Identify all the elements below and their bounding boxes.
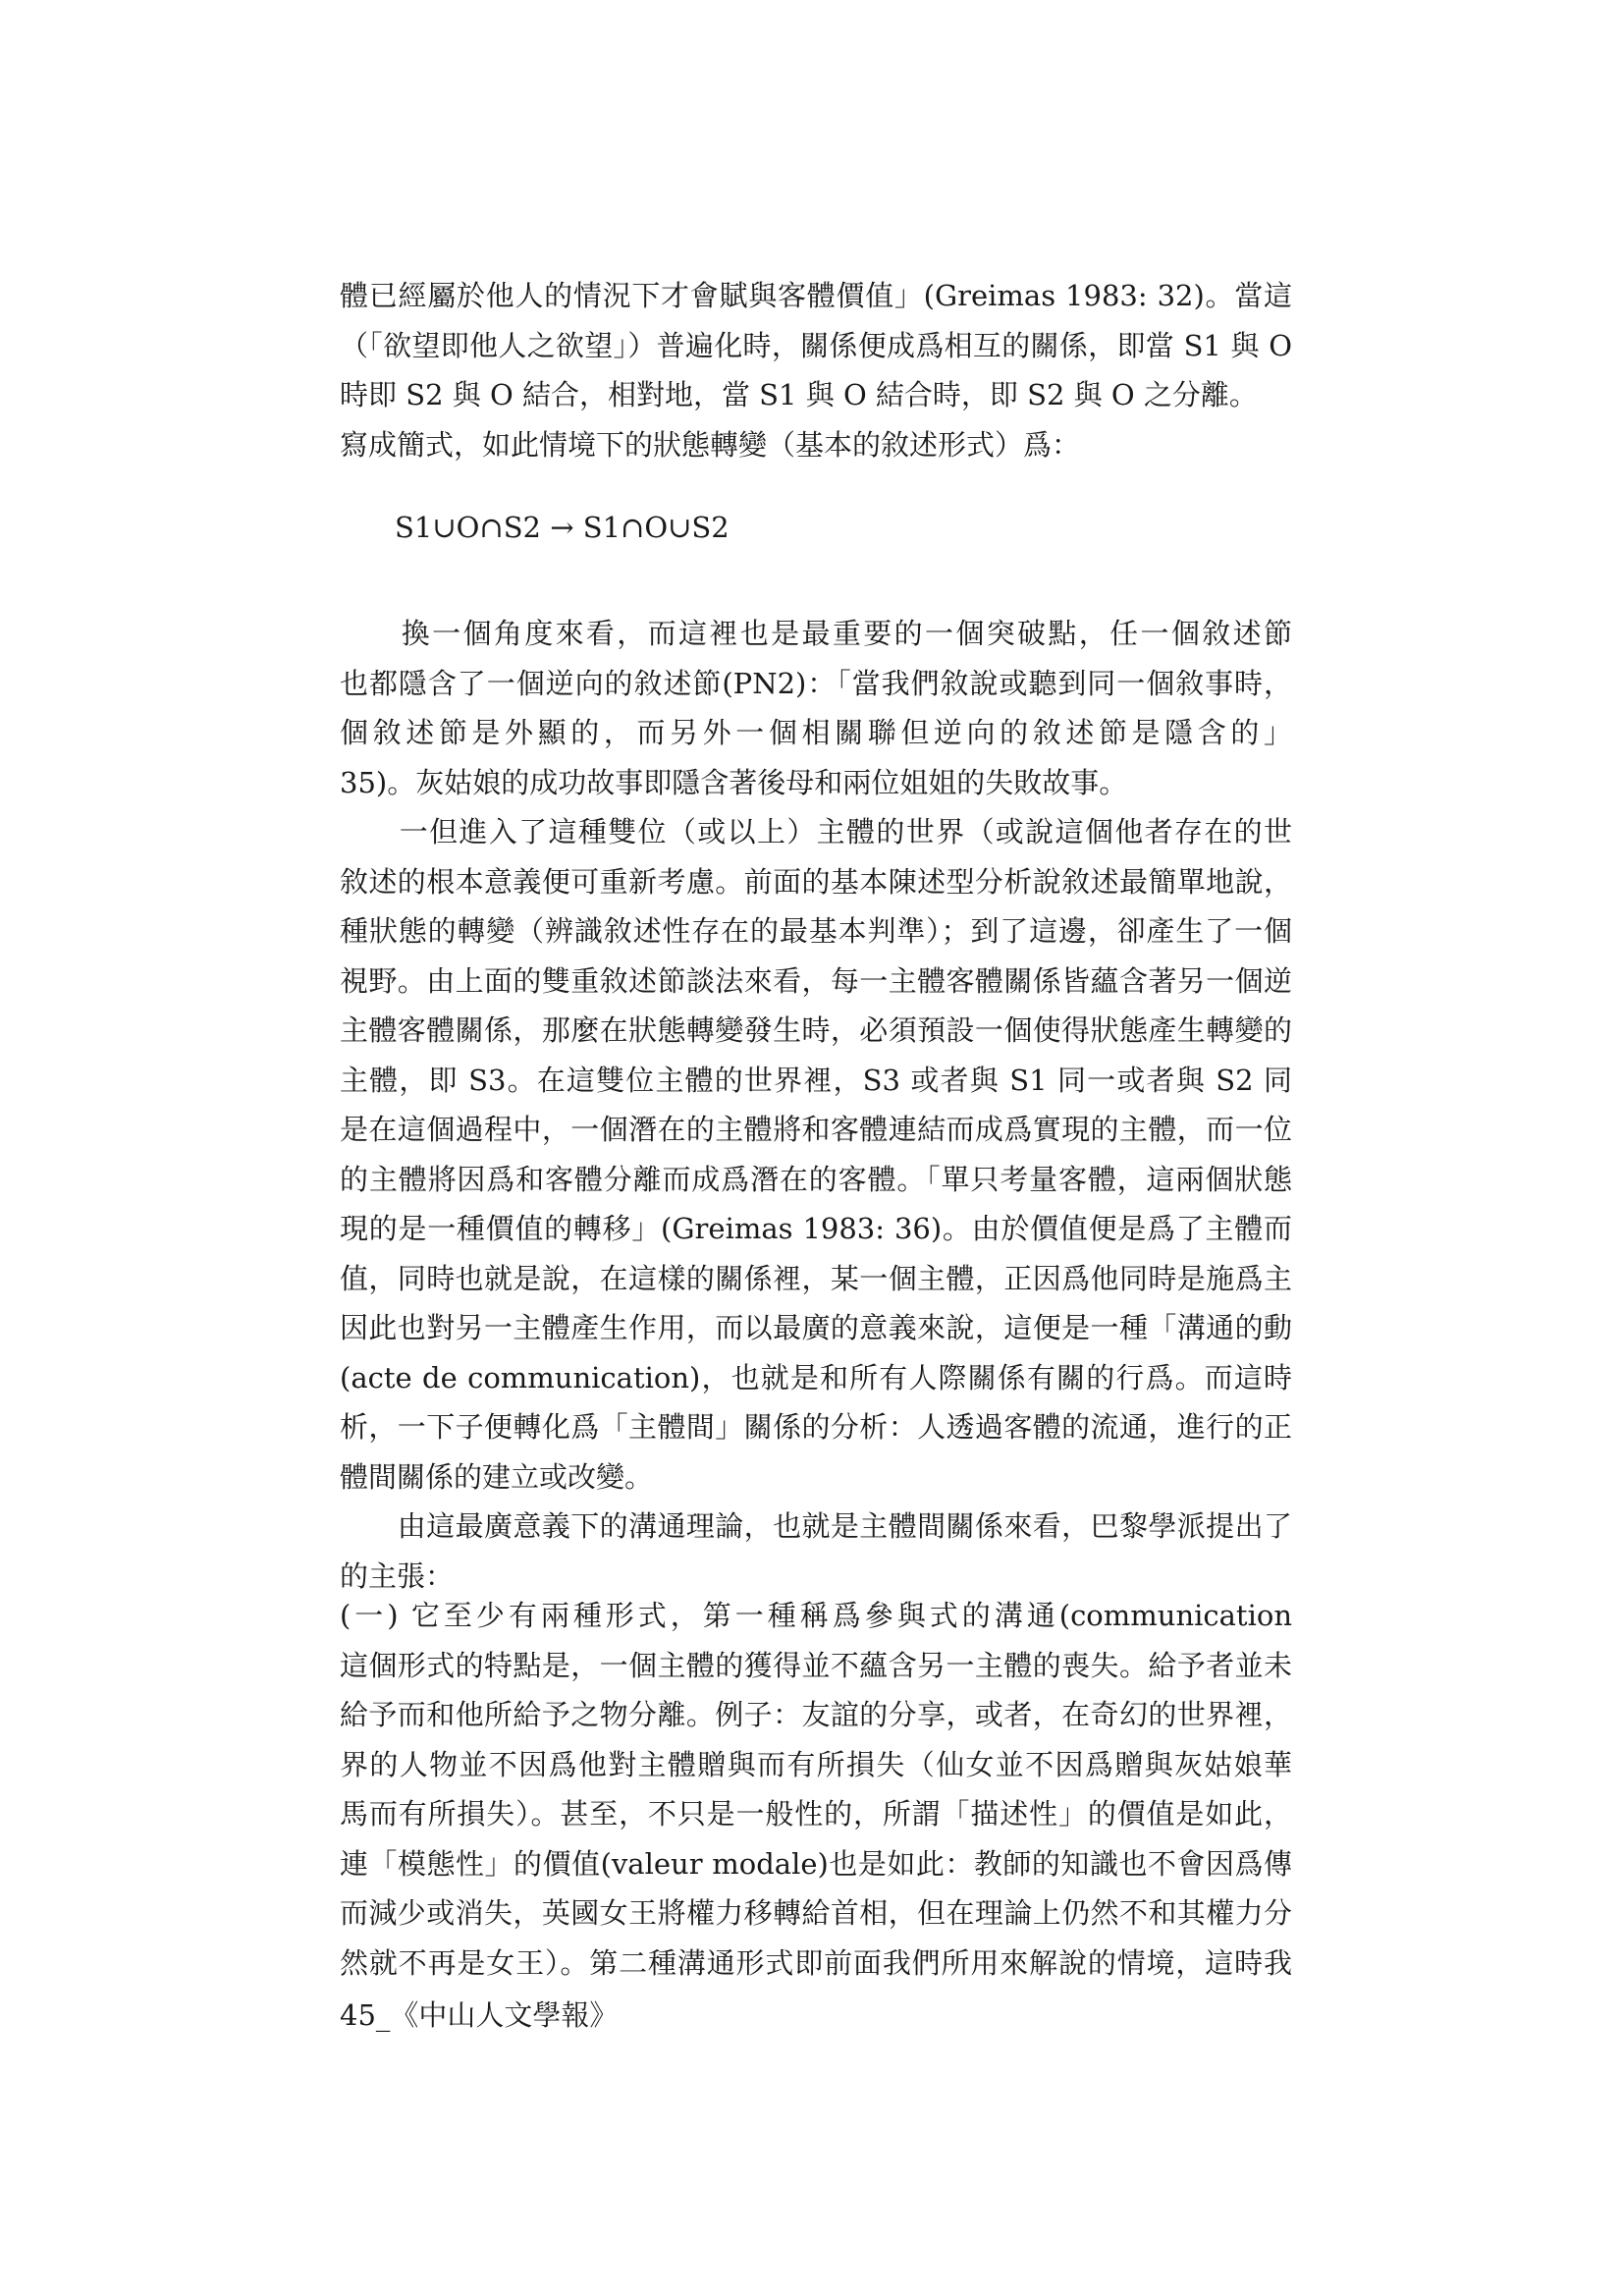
text-line: 體已經屬於他人的情況下才會賦與客體價值」(Greimas 1983: 32)。當這 [340,279,1292,312]
text-line: 主體，即 S3。在這雙位主體的世界裡，S3 或者與 S1 同一或者與 S2 同 [340,1063,1292,1097]
text-line: 一但進入了這種雙位（或以上）主體的世界（或說這個他者存在的世 [399,815,1292,848]
text-line: 給予而和他所給予之物分離。例子：友誼的分享，或者，在奇幻的世界裡， [340,1698,1292,1731]
text-line: 的主體將因爲和客體分離而成爲潛在的客體。「單只考量客體，這兩個狀態 [340,1162,1292,1196]
text-line: 也都隱含了一個逆向的敘述節(PN2)：「當我們敘說或聽到同一個敘事時， [340,666,1292,700]
text-line: 主體客體關係，那麼在狀態轉變發生時，必須預設一個使得狀態產生轉變的 [340,1013,1292,1047]
text-line: 寫成簡式，如此情境下的狀態轉變（基本的敘述形式）爲： [340,427,1081,462]
text-line: 時即 S2 與 O 結合，相對地，當 S1 與 O 結合時，即 S2 與 O 之分離。 [340,378,1258,411]
text-line: 連「模態性」的價值(valeur modale)也是如此：教師的知識也不會因爲傳 [340,1846,1292,1881]
state-transformation-formula: S1∪O∩S2 → S1∩O∪S2 [395,511,730,544]
text-line: 換一個角度來看，而這裡也是最重要的一個突破點，任一個敘述節 [401,617,1292,650]
text-line: 因此也對另一主體產生作用，而以最廣的意義來說，這便是一種「溝通的動 [340,1311,1292,1344]
paragraph-1 [340,271,1292,469]
text-line: 35)。灰姑娘的成功故事即隱含著後母和兩位姐姐的失敗故事。 [340,765,1128,799]
text-line: 然就不再是女王）。第二種溝通形式即前面我們所用來解說的情境，這時我 [340,1945,1292,1980]
text-line: （「欲望即他人之欲望」）普遍化時，關係便成爲相互的關係，即當 S1 與 O [340,328,1292,362]
text-line: 這個形式的特點是，一個主體的獲得並不蘊含另一主體的喪失。給予者並未 [340,1648,1292,1682]
text-line: 是在這個過程中，一個潛在的主體將和客體連結而成爲實現的主體，而一位 [340,1113,1292,1146]
text-line: 敘述的根本意義便可重新考慮。前面的基本陳述型分析說敘述最簡單地說， [340,864,1292,899]
page-footer: 45_《中山人文學報》 [340,1998,619,2032]
text-line: (acte de communication)，也就是和所有人際關係有關的行爲。而這時 [340,1360,1292,1394]
text-line: 馬而有所損失）。甚至，不只是一般性的，所謂「描述性」的價值是如此， [340,1797,1292,1831]
text-line: 個敘述節是外顯的，而另外一個相關聯但逆向的敘述節是隱含的」 [340,716,1292,749]
text-line: 由這最廣意義下的溝通理論，也就是主體間關係來看，巴黎學派提出了 [397,1509,1292,1543]
text-line: 視野。由上面的雙重敘述節談法來看，每一主體客體關係皆蘊含著另一個逆 [340,963,1292,998]
text-line: 種狀態的轉變（辨識敘述性存在的最基本判準）；到了這邊，卻產生了一個 [340,914,1292,948]
text-line: 界的人物並不因爲他對主體贈與而有所損失（仙女並不因爲贈與灰姑娘華 [340,1747,1292,1781]
paragraph-2 [340,609,1292,1601]
text-line: 值，同時也就是說，在這樣的關係裡，某一個主體，正因爲他同時是施爲主 [340,1261,1292,1295]
text-line: 現的是一種價值的轉移」(Greimas 1983: 36)。由於價值便是爲了主體而 [340,1212,1292,1245]
text-line: (一) 它至少有兩種形式，第一種稱爲參與式的溝通(communication [340,1599,1292,1632]
text-line: 析，一下子便轉化爲「主體間」關係的分析：人透過客體的流通，進行的正 [340,1410,1292,1444]
text-line: 體間關係的建立或改變。 [340,1459,654,1494]
text-line: 而減少或消失，英國女王將權力移轉給首相，但在理論上仍然不和其權力分 [340,1896,1292,1930]
text-line: 的主張： [340,1558,455,1593]
paragraph-3 [340,1591,1292,1988]
